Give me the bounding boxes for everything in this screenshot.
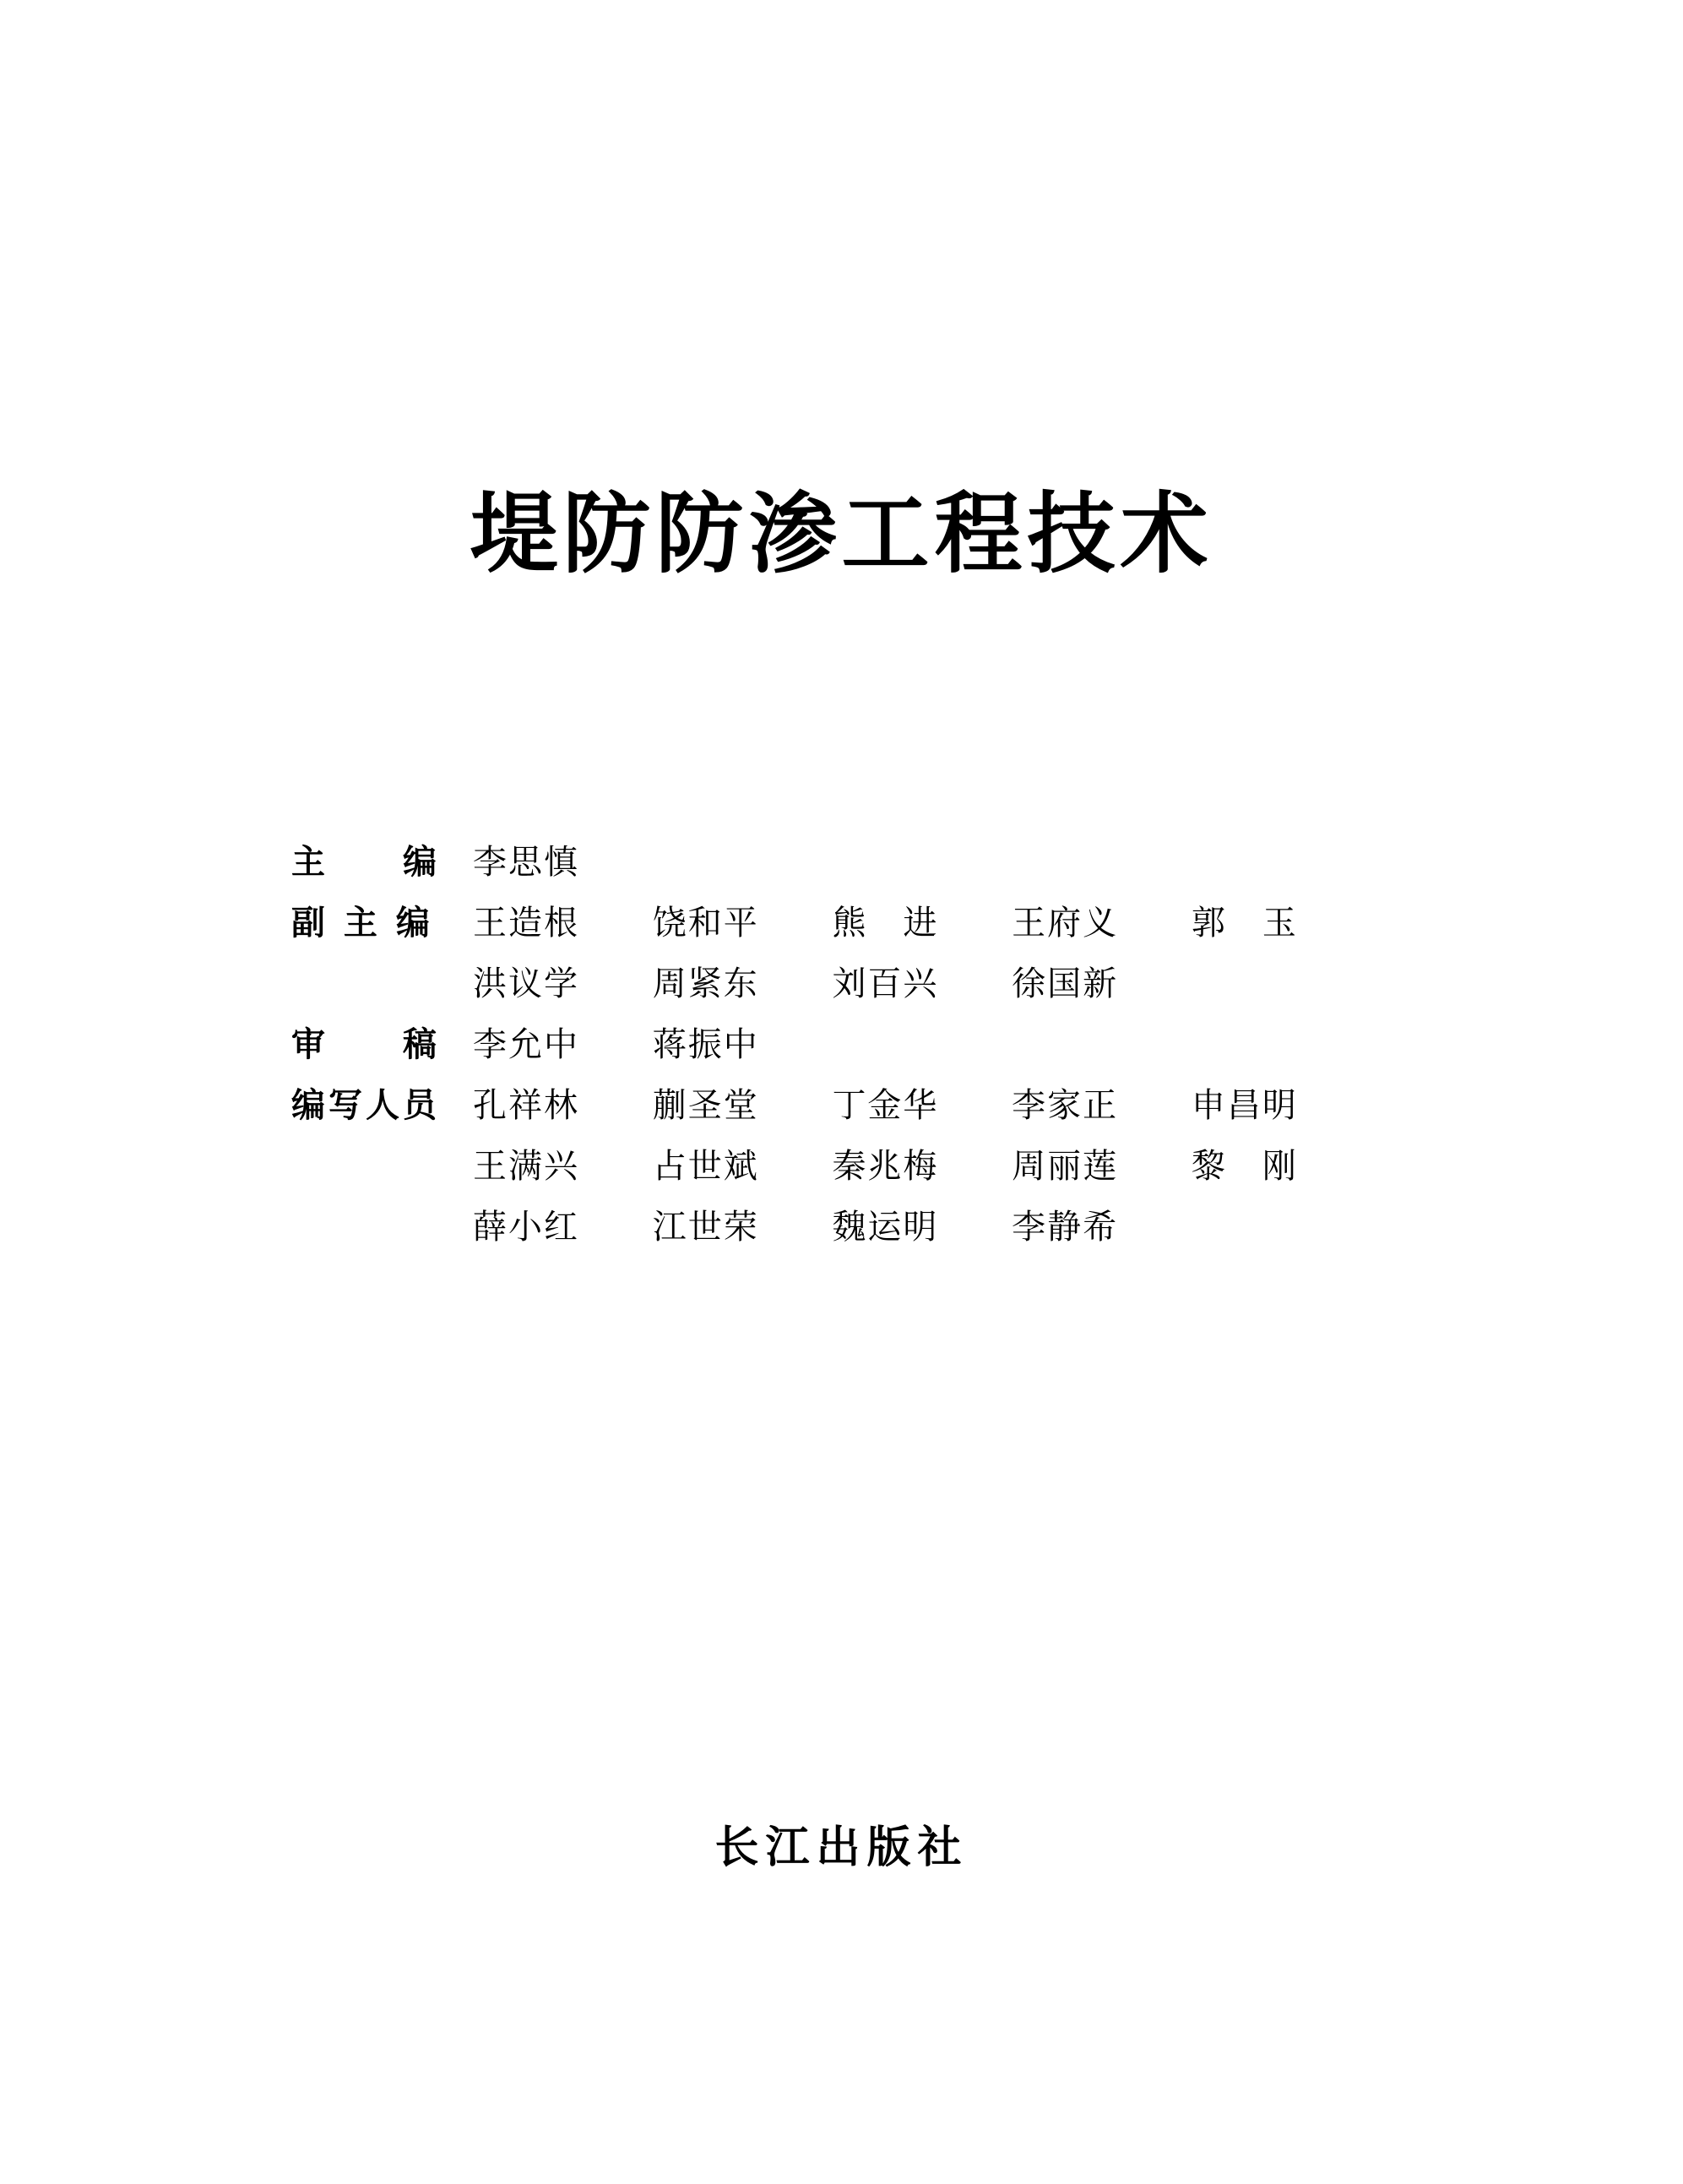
credit-name: 郭 玉	[1191, 904, 1298, 943]
credit-row	[291, 1136, 1431, 1197]
credit-label: 编写人员	[291, 1086, 440, 1125]
credit-names	[473, 1075, 1431, 1136]
credit-name: 周丽莲	[1012, 1147, 1119, 1186]
credit-row	[291, 1014, 1431, 1075]
credit-name: 王造根	[473, 904, 579, 943]
credit-name: 王府义	[1012, 904, 1119, 943]
credit-name: 占世斌	[652, 1147, 759, 1186]
credit-name: 申昌明	[1191, 1086, 1298, 1125]
credit-name: 周紧东	[652, 964, 759, 1003]
credit-name: 秦兆梅	[832, 1147, 939, 1186]
credit-row	[291, 953, 1431, 1014]
credit-name: 孔祥林	[473, 1086, 579, 1125]
credit-name: 刘百兴	[832, 964, 939, 1003]
credit-names	[473, 832, 1431, 893]
credit-row	[291, 1197, 1431, 1258]
credit-name: 蒋振中	[652, 1025, 759, 1064]
credit-name: 丁金华	[832, 1086, 939, 1125]
publisher-name: 长江出版社	[714, 1822, 969, 1873]
credit-name: 李允中	[473, 1025, 579, 1064]
credit-name: 洪议学	[473, 964, 579, 1003]
credit-label: 主 编	[291, 843, 440, 882]
credit-name: 徐国新	[1012, 964, 1119, 1003]
credit-names	[473, 893, 1431, 953]
credit-names	[473, 1014, 1431, 1075]
credit-name: 王满兴	[473, 1147, 579, 1186]
credit-name: 魏运明	[832, 1208, 939, 1247]
page-title: 堤防防渗工程技术	[470, 482, 1213, 585]
credit-label: 审 稿	[291, 1025, 440, 1064]
credit-row	[291, 1075, 1431, 1136]
credit-name: 李静希	[1012, 1208, 1119, 1247]
credits-block	[291, 832, 1431, 1258]
credit-name: 薛小红	[473, 1208, 579, 1247]
credit-row	[291, 893, 1431, 953]
credit-name: 李家正	[1012, 1086, 1119, 1125]
credit-row	[291, 832, 1431, 893]
credit-name: 饶和平	[652, 904, 759, 943]
credit-names	[473, 1197, 1431, 1258]
credit-name: 熊 进	[832, 904, 939, 943]
credit-name: 李思慎	[473, 843, 579, 882]
credit-name: 蒯圣堂	[652, 1086, 759, 1125]
credit-names	[473, 953, 1431, 1014]
credit-name: 黎 刚	[1191, 1147, 1298, 1186]
credit-label: 副 主 编	[291, 904, 433, 943]
credit-names	[473, 1136, 1431, 1197]
credit-name: 江世荣	[652, 1208, 759, 1247]
